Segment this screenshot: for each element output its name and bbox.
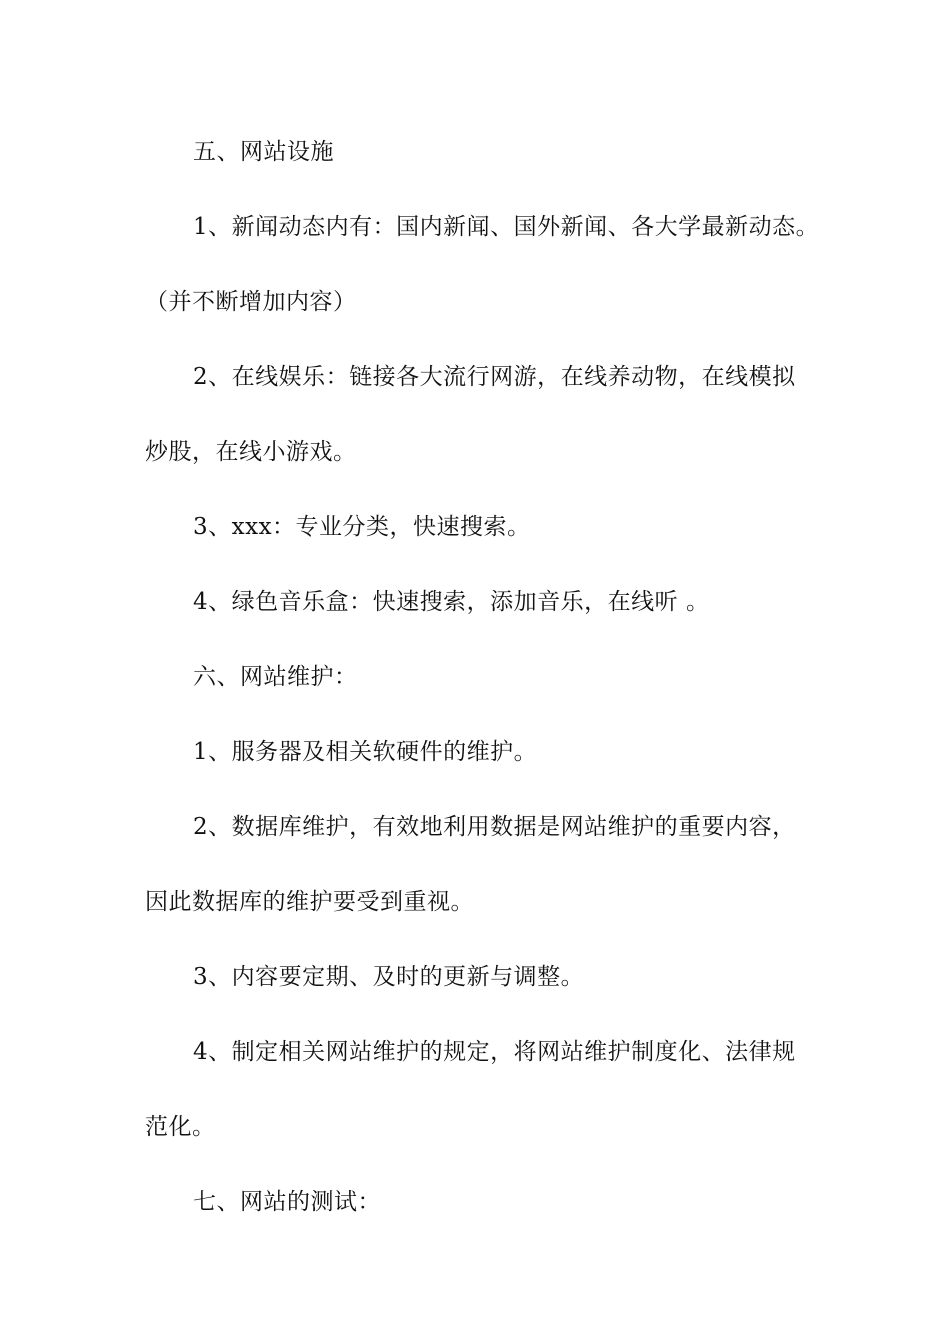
section-heading-testing: 七、网站的测试： xyxy=(193,1189,381,1215)
paragraph-line: 1、新闻动态内有：国内新闻、国外新闻、各大学最新动态。 xyxy=(193,214,820,240)
section-heading-facilities: 五、网站设施 xyxy=(193,139,334,165)
section-heading-maintenance: 六、网站维护： xyxy=(193,664,358,690)
paragraph-line: 炒股，在线小游戏。 xyxy=(145,439,357,465)
paragraph-line: 范化。 xyxy=(145,1114,216,1140)
paragraph-line: 1、服务器及相关软硬件的维护。 xyxy=(193,739,538,765)
paragraph-line: 4、绿色音乐盒：快速搜索，添加音乐，在线听 。 xyxy=(193,589,710,615)
paragraph-line: 3、xxx：专业分类，快速搜索。 xyxy=(193,514,531,540)
paragraph-line: 3、内容要定期、及时的更新与调整。 xyxy=(193,964,585,990)
paragraph-line: （并不断增加内容） xyxy=(145,289,357,315)
paragraph-line: 2、数据库维护，有效地利用数据是网站维护的重要内容， xyxy=(193,814,796,840)
paragraph-line: 4、制定相关网站维护的规定，将网站维护制度化、法律规 xyxy=(193,1039,796,1065)
paragraph-line: 因此数据库的维护要受到重视。 xyxy=(145,889,474,915)
paragraph-line: 2、在线娱乐：链接各大流行网游，在线养动物，在线模拟 xyxy=(193,364,796,390)
